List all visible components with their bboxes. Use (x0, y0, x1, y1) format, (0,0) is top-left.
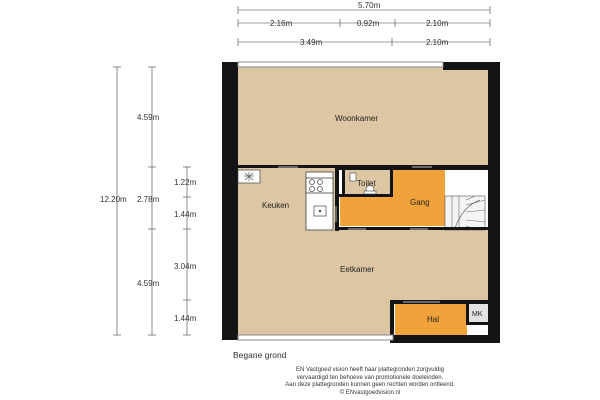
room-label-woonkamer: Woonkamer (335, 114, 378, 123)
wall-toilet-east (390, 168, 393, 197)
wall-north-east (443, 62, 490, 70)
dim-left-a1: 4.59m (137, 113, 160, 122)
dim-left-b4: 1.44m (174, 314, 197, 323)
staircase (445, 196, 485, 230)
dim-second-seg-2: 2.10m (426, 38, 449, 47)
dim-left-total: 12.20m (100, 195, 127, 204)
toilet-tank (364, 191, 376, 194)
floor-caption: Begane grond (233, 350, 287, 360)
dim-left-b2: 1.44m (174, 210, 197, 219)
dim-top-seg-2: 0.92m (357, 19, 380, 28)
wall-east (488, 62, 500, 341)
dim-top-seg-1: 2.16m (270, 19, 293, 28)
wall-toilet-west (342, 168, 345, 195)
eetkamer-lower-floor (338, 302, 393, 335)
gang-upper-floor (393, 170, 445, 198)
disclaimer-line-2: vervaardigd ten behoeve van promotionele doeleinden. (296, 374, 444, 381)
disclaimer-line-1: EN Vastgoed vision heeft haar plattegronden zorgvuldig (296, 367, 444, 373)
sink-drain (319, 210, 321, 212)
wash-basin (350, 173, 356, 181)
wall-sw (222, 334, 238, 340)
room-label-hal: Hal (427, 315, 440, 324)
room-label-gang: Gang (410, 198, 430, 207)
wall-west (222, 62, 238, 339)
room-label-mk: MK (472, 311, 483, 318)
kitchen-counter (306, 172, 333, 230)
disclaimer (225, 367, 515, 397)
dim-top-seg-3: 2.10m (426, 19, 449, 28)
wall-mk-bottom (466, 322, 488, 325)
room-label-keuken: Keuken (262, 201, 290, 210)
disclaimer-line-4: © ENvastgoedvision.nl (339, 389, 401, 396)
dim-top-total: 5.70m (358, 1, 381, 10)
dim-left-a3: 4.59m (137, 279, 160, 288)
dim-left-a2: 2.78m (137, 195, 160, 204)
fan-icon (238, 170, 260, 183)
dim-second-seg-1: 3.49m (300, 38, 323, 47)
disclaimer-line-3: Aan deze plattegronden kunnen geen rechten worden ontleend. (285, 382, 455, 389)
window-north (238, 62, 443, 67)
wall-toilet-bottom (339, 194, 392, 197)
wall-south-hal (393, 335, 500, 343)
dim-left-b1: 1.22m (174, 178, 197, 187)
wall-mk-west (466, 300, 469, 325)
room-label-eetkamer: Eetkamer (340, 265, 375, 274)
room-label-toilet: Toilet (357, 179, 376, 188)
dim-left-b3: 3.04m (174, 262, 197, 271)
window-south (238, 335, 393, 340)
